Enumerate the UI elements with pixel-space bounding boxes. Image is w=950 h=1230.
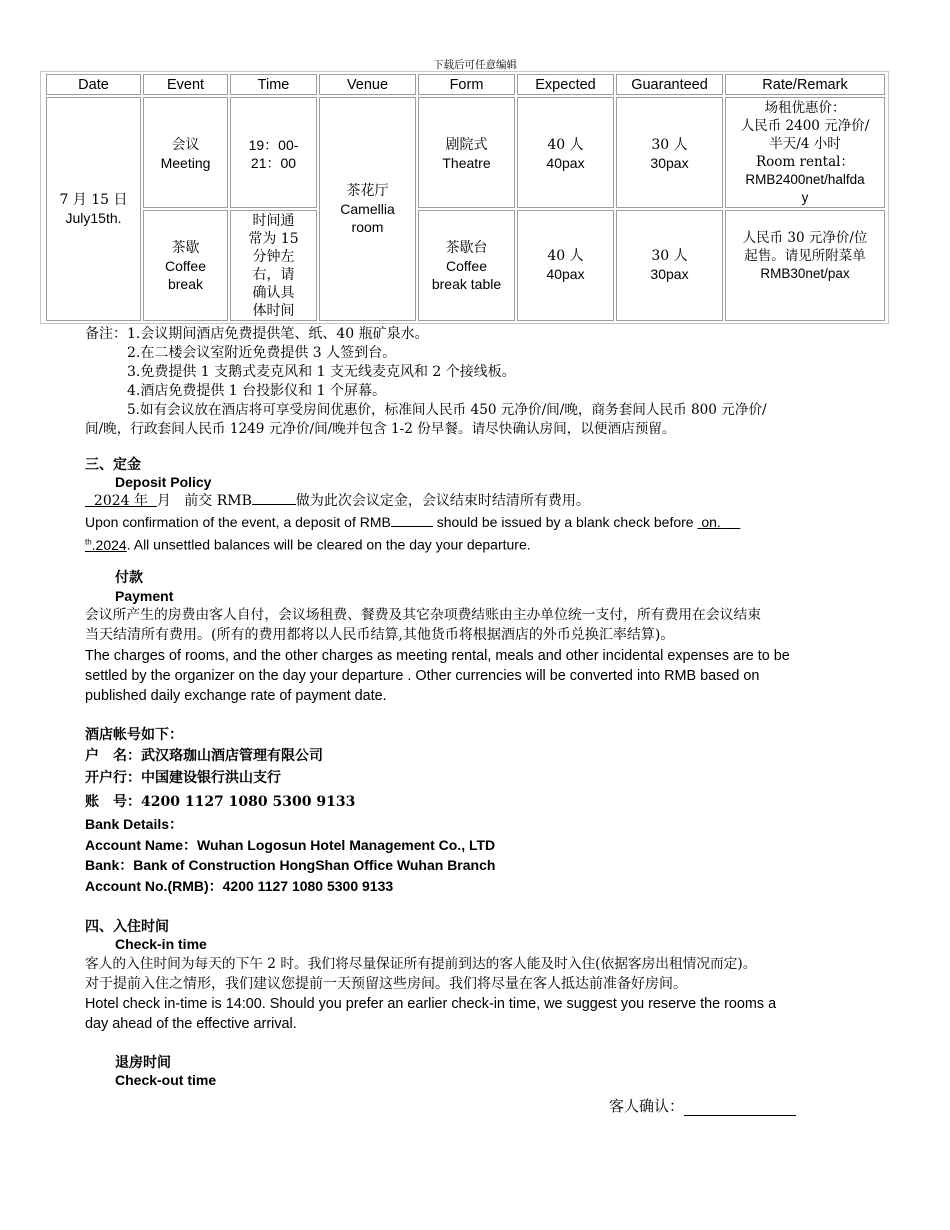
- row2-form-cn: 茶歇台: [445, 239, 488, 256]
- bank-bank-en: Bank：Bank of Construction HongShan Office Wuhan Branch: [85, 857, 496, 873]
- guest-signature-line[interactable]: [684, 1101, 796, 1116]
- row2-remark-l3: RMB30net/pax: [760, 266, 850, 281]
- row1-form: [418, 97, 515, 208]
- remark-line-5b: 间/晚，行政套间人民币 1249 元净价/间/晚并包含 1-2 份早餐。请尽快确认房间，以便酒店预留。: [85, 421, 676, 437]
- deposit-cn-text: 前交 RMB: [184, 493, 252, 509]
- guest-confirm-label: 客人确认：: [609, 1097, 685, 1115]
- bank-acct-cn: 账 号：4200 1127 1080 5300 9133: [85, 794, 356, 810]
- payment-heading-en: Payment: [115, 588, 174, 604]
- row2-expected-en: 40pax: [546, 266, 585, 282]
- payment-cn-l2: 当天结清所有费用。(所有的费用都将以人民币结算,其他货币将根据酒店的外币兑换汇率结算)。: [85, 627, 675, 643]
- header-expected: Expected: [517, 74, 614, 95]
- checkin-heading-en: Check-in time: [115, 936, 207, 952]
- checkout-heading-cn: 退房时间: [115, 1055, 171, 1071]
- row1-remark-l3: 半天/4 小时: [769, 136, 841, 152]
- bank-name-cn: 户 名：武汉珞珈山酒店管理有限公司: [85, 748, 323, 764]
- remark-line-1: 备注：1.会议期间酒店免费提供笔、纸、40 瓶矿泉水。: [85, 326, 429, 342]
- venue-en-2: room: [351, 219, 384, 235]
- row2-remark-l2: 起售。请见所附菜单: [744, 248, 866, 264]
- deposit-heading-cn: 三、定金: [85, 457, 141, 473]
- venue-cell: [319, 97, 416, 321]
- row1-form-en: Theatre: [442, 155, 491, 171]
- row1-time-l2: 21：00: [250, 155, 297, 171]
- row2-time-l6: 体时间: [252, 302, 295, 319]
- checkin-heading-cn: 四、入住时间: [85, 919, 169, 935]
- date-cell: [46, 97, 141, 321]
- row1-time: [230, 97, 317, 208]
- checkout-heading-en: Check-out time: [115, 1072, 217, 1088]
- row2-event-en: Coffee: [165, 257, 206, 274]
- deposit-en-l2: . All unsettled balances will be cleared on the day your departure.: [126, 536, 531, 553]
- row2-form-en-2: break table: [431, 275, 502, 292]
- row2-event-cn: 茶歇: [171, 239, 200, 256]
- checkin-en-l2: day ahead of the effective arrival.: [85, 1016, 297, 1032]
- schedule-table: [40, 71, 889, 324]
- header-venue: Venue: [319, 74, 416, 95]
- row1-expected-en: 40pax: [546, 155, 585, 171]
- payment-cn-l1: 会议所产生的房费由客人自付，会议场租费、餐费及其它杂项费结账由主办单位统一支付，所有费用在会议结束: [85, 607, 762, 623]
- venue-en: Camellia: [340, 201, 395, 217]
- bank-title: 酒店帐号如下：: [85, 727, 183, 743]
- date-en: July15th.: [65, 210, 122, 226]
- row1-remark-l1: 场租优惠价：: [764, 100, 846, 116]
- remark-line-4: 4.酒店免费提供 1 台投影仪和 1 个屏幕。: [127, 383, 386, 399]
- deposit-en-on: on.: [701, 514, 721, 530]
- bank-acct-en: Account No.(RMB)：4200 1127 1080 5300 9133: [85, 878, 394, 894]
- remark-line-2: 2.在二楼会议室附近免费提供 3 人签到台。: [127, 345, 397, 361]
- row2-remark: [725, 210, 885, 321]
- row2-expected-cn: 40 人: [547, 248, 584, 264]
- date-cn: 7 月 15 日: [59, 192, 128, 208]
- header-date: Date: [46, 74, 141, 95]
- deposit-month: 月: [156, 493, 171, 509]
- payment-heading-cn: 付款: [115, 570, 143, 586]
- header-form: Form: [418, 74, 515, 95]
- deposit-cn-line: [85, 491, 590, 511]
- row1-guaranteed-cn: 30 人: [651, 137, 688, 153]
- row1-remark-l4: Room rental：: [756, 154, 854, 170]
- payment-en-l3: published daily exchange rate of payment date.: [85, 688, 387, 704]
- payment-en-l1: The charges of rooms, and the other charges as meeting rental, meals and other incidental expenses are to be: [85, 648, 790, 664]
- deposit-amount-blank[interactable]: [252, 491, 296, 505]
- row2-event: [143, 210, 228, 321]
- deposit-en-line-2: [85, 532, 531, 555]
- checkin-en-l1: Hotel check in-time is 14:00. Should you prefer an earlier check-in time, we suggest you reserve the rooms a: [85, 996, 777, 1012]
- row2-time-l3: 分钟左: [252, 248, 295, 265]
- deposit-en-line-1: [85, 512, 740, 532]
- row1-remark: [725, 97, 885, 208]
- row1-remark-l2: 人民币 2400 元净价/: [740, 118, 870, 134]
- deposit-en-l1b: should be issued by a blank check before: [436, 514, 694, 530]
- row1-guaranteed-en: 30pax: [650, 155, 689, 171]
- venue-cn: 茶花厅: [346, 183, 389, 199]
- row2-time-l1: 时间通: [252, 212, 295, 229]
- row2-guaranteed-en: 30pax: [650, 266, 689, 282]
- row2-time-l4: 右，请: [252, 266, 295, 283]
- row1-guaranteed: [616, 97, 723, 208]
- row1-time-l1: 19：00-: [248, 137, 299, 153]
- guest-confirm: [609, 1096, 796, 1116]
- row1-remark-l5: RMB2400net/halfda: [745, 172, 865, 187]
- deposit-year: 2024 年: [93, 493, 148, 509]
- header-guaranteed: Guaranteed: [616, 74, 723, 95]
- row1-remark-l6: y: [801, 190, 809, 205]
- row2-form: [418, 210, 515, 321]
- row1-expected-cn: 40 人: [547, 137, 584, 153]
- bank-details-en: Bank Details：: [85, 816, 184, 832]
- row1-event: [143, 97, 228, 208]
- remark-line-5a: 5.如有会议放在酒店将可享受房间优惠价，标准间人民币 450 元净价/间/晚，商务套间人民币 800 元净价/: [127, 402, 767, 418]
- header-rate-remark: Rate/Remark: [725, 74, 885, 95]
- row2-time-l2: 常为 15: [248, 230, 299, 247]
- header-event: Event: [143, 74, 228, 95]
- deposit-heading-en: Deposit Policy: [115, 474, 212, 490]
- row2-guaranteed-cn: 30 人: [651, 248, 688, 264]
- checkin-cn-l1: 客人的入住时间为每天的下午 2 时。我们将尽量保证所有提前到达的客人能及时入住(依据客房出租情况而定)。: [85, 956, 757, 972]
- bank-bank-cn: 开户行：中国建设银行洪山支行: [85, 770, 281, 786]
- row2-guaranteed: [616, 210, 723, 321]
- row1-form-cn: 剧院式: [445, 137, 488, 153]
- deposit-en-l1: Upon confirmation of the event, a deposit of RMB: [85, 514, 391, 530]
- payment-en-l2: settled by the organizer on the day your departure . Other currencies will be converted into RMB based on: [85, 668, 760, 684]
- bank-name-en: Account Name：Wuhan Logosun Hotel Management Co., LTD: [85, 837, 496, 853]
- checkin-cn-l2: 对于提前入住之情形，我们建议您提前一天预留这些房间。我们将尽量在客人抵达前准备好房间。: [85, 976, 687, 992]
- row2-event-en-2: break: [167, 275, 204, 292]
- deposit-cn-tail: 做为此次会议定金，会议结束时结清所有费用。: [295, 493, 590, 509]
- row2-remark-l1: 人民币 30 元净价/位: [742, 230, 868, 246]
- row2-time: [230, 210, 317, 321]
- row2-form-en: Coffee: [446, 257, 487, 274]
- row1-event-en: Meeting: [160, 155, 211, 171]
- row2-time-l5: 确认具: [252, 284, 295, 301]
- header-time: Time: [230, 74, 317, 95]
- row1-expected: [517, 97, 614, 208]
- row2-expected: [517, 210, 614, 321]
- deposit-en-date: $^{th}$.2024: [85, 536, 127, 553]
- top-note: 下载后可任意编辑: [433, 59, 517, 71]
- row1-event-cn: 会议: [171, 137, 200, 153]
- deposit-en-amount-blank[interactable]: [391, 513, 433, 527]
- remark-line-3: 3.免费提供 1 支鹅式麦克风和 1 支无线麦克风和 2 个接线板。: [127, 364, 516, 380]
